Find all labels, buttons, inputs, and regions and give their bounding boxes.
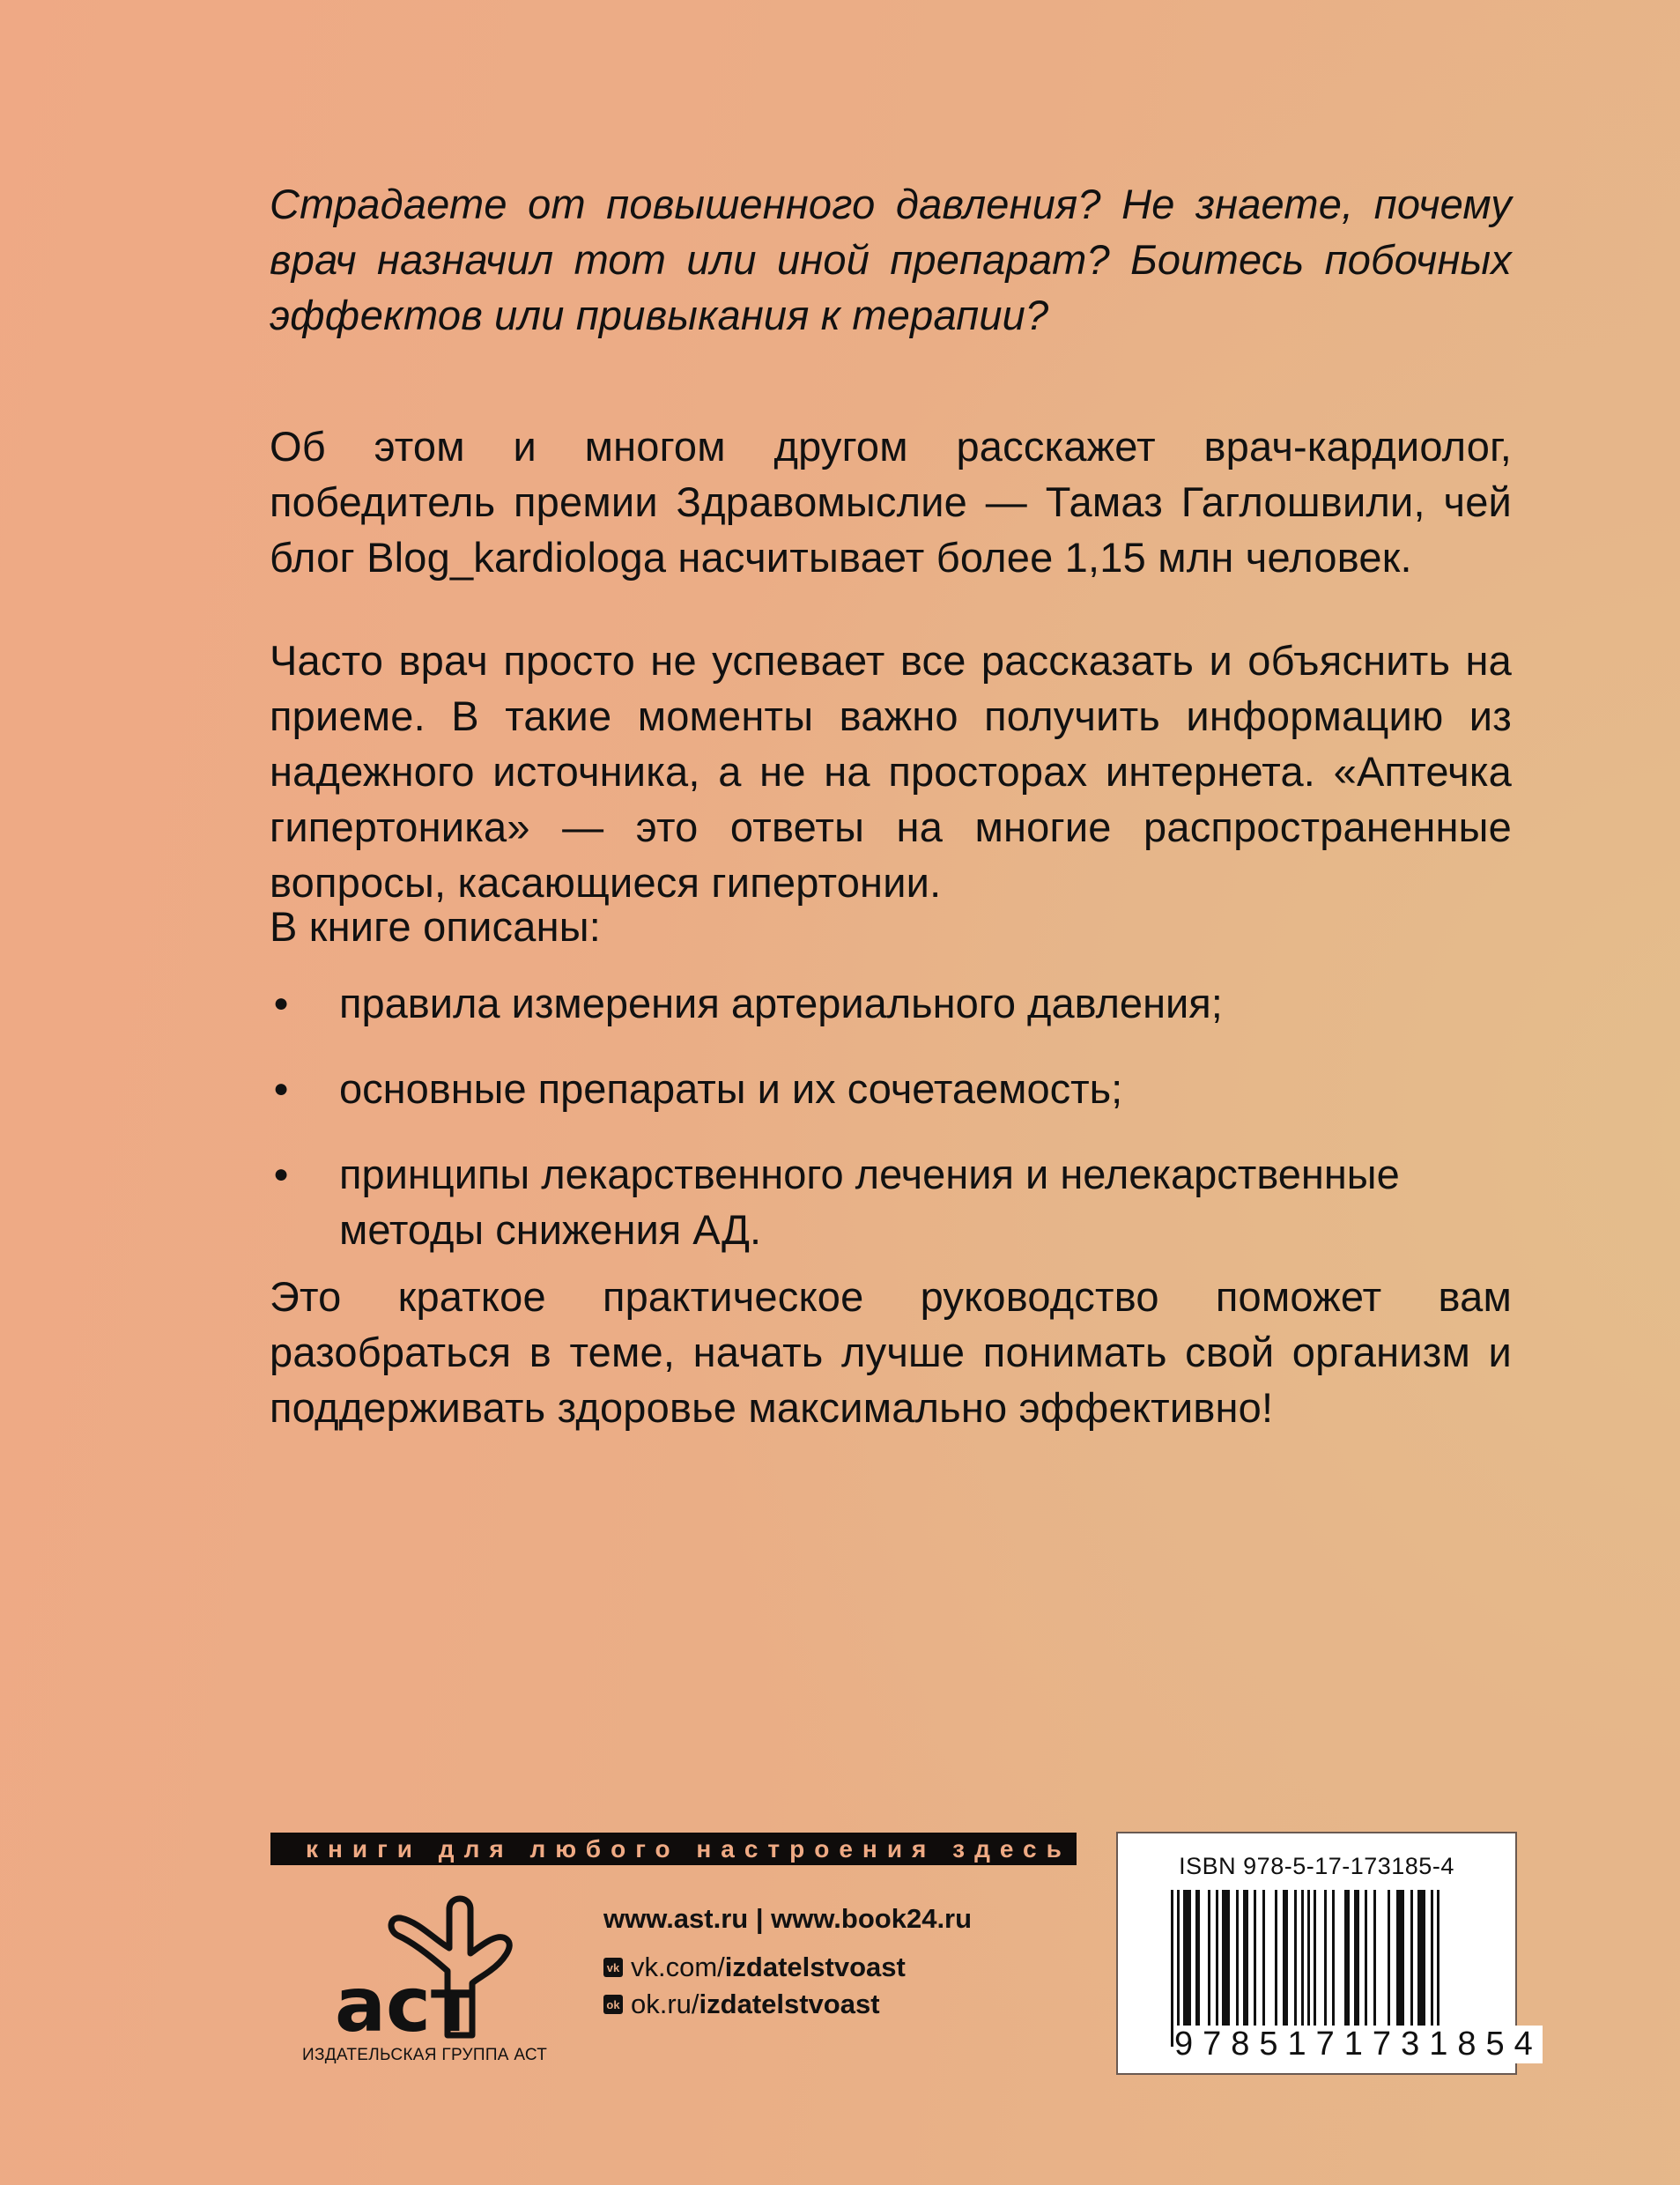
publisher-links xyxy=(603,1903,972,2023)
closing-paragraph-block xyxy=(270,1269,1512,1435)
ok-link-handle: izdatelstvoast xyxy=(699,1989,880,2019)
intro-question: Страдаете от повышенного давления? Не знаете, почему врач назначил тот или иной препарат? Боитесь побочных эффектов или привыкания к терапии? xyxy=(270,181,1512,338)
barcode-digits: 9785171731854 xyxy=(1174,2026,1543,2063)
reason-paragraph: Часто врач просто не успевает все рассказать и объяснить на приеме. В такие моменты важно получить информацию из надежного источника, а не на просторах интернета. «Аптечка гипертоника» — это ответы на многие распространенные вопросы, касающиеся гипертонии. xyxy=(270,637,1512,906)
reason-paragraph-block xyxy=(270,633,1512,910)
vk-link[interactable] xyxy=(603,1949,972,1986)
bullet-icon: ● xyxy=(273,1074,290,1103)
list-intro: В книге описаны: xyxy=(270,903,601,950)
vk-icon: vk xyxy=(603,1958,623,1977)
ok-link-prefix: ok.ru/ xyxy=(631,1989,699,2019)
svg-text:аст: аст xyxy=(335,1961,475,2049)
isbn-barcode-box xyxy=(1116,1832,1543,2075)
ast-logo-icon xyxy=(317,1890,537,2053)
vk-link-handle: izdatelstvoast xyxy=(724,1952,906,1982)
bullet-icon: ● xyxy=(273,1159,290,1189)
barcode-icon xyxy=(1171,1890,1470,2047)
list-item xyxy=(270,1061,1512,1116)
contents-list xyxy=(270,975,1512,1287)
list-item-text: принципы лекарственного лечения и нелекарственные методы снижения АД. xyxy=(339,1151,1400,1253)
list-item-text: основные препараты и их сочетаемость; xyxy=(339,1065,1123,1112)
list-item xyxy=(270,1146,1512,1257)
publisher-caption: ИЗДАТЕЛЬСКАЯ ГРУППА АСТ xyxy=(302,2046,548,2064)
list-intro-block xyxy=(270,899,1512,954)
list-item-text: правила измерения артериального давления; xyxy=(339,980,1223,1026)
author-paragraph-block xyxy=(270,418,1512,585)
isbn-label: ISBN 978-5-17-173185-4 xyxy=(1179,1853,1454,1879)
intro-question-block xyxy=(270,176,1512,343)
ok-icon: ok xyxy=(603,1995,623,2014)
bullet-icon: ● xyxy=(273,989,290,1018)
vk-link-prefix: vk.com/ xyxy=(631,1952,725,1982)
website-links[interactable]: www.ast.ru | www.book24.ru xyxy=(603,1903,973,1934)
slogan-bar: книги для любого настроения здесь xyxy=(270,1833,1077,1865)
list-item xyxy=(270,975,1512,1031)
closing-paragraph: Это краткое практическое руководство поможет вам разобраться в теме, начать лучше понимать свой организм и поддерживать здоровье максимально эффективно! xyxy=(270,1273,1512,1431)
author-paragraph: Об этом и многом другом расскажет врач-кардиолог, победитель премии Здравомыслие — Тамаз Гаглошвили, чей блог Blog_kardiologa насчитывает более 1,15 млн человек. xyxy=(270,423,1512,581)
ok-link[interactable] xyxy=(603,1986,972,2023)
